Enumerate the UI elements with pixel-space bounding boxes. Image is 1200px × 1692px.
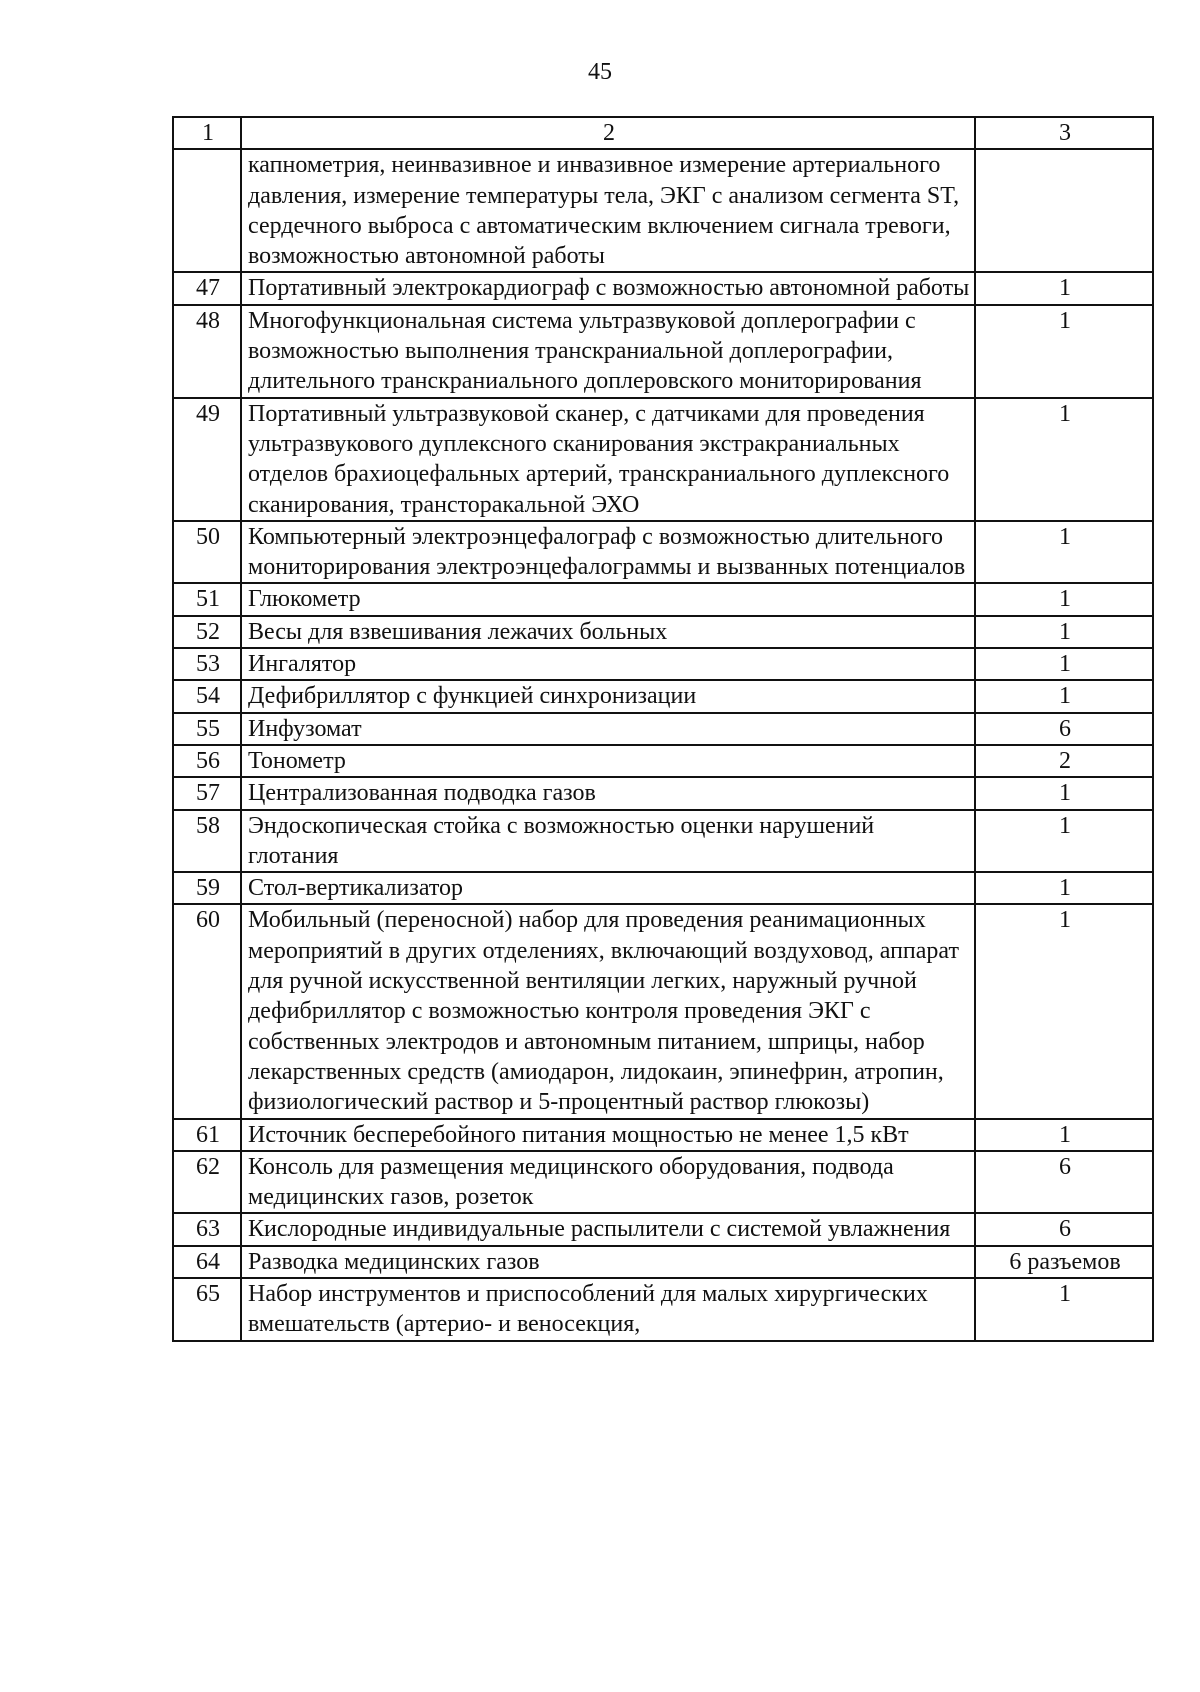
table-row <box>173 398 1153 521</box>
column-header-number: 1 <box>173 117 241 149</box>
equipment-quantity: 1 <box>975 872 1153 904</box>
equipment-quantity: 1 <box>975 305 1153 398</box>
equipment-quantity: 1 <box>975 616 1153 648</box>
table-row <box>173 777 1153 809</box>
row-number: 60 <box>173 904 241 1118</box>
equipment-name: Набор инструментов и приспособлений для малых хирургических вмешательств (артерио- и веносекция, <box>241 1278 975 1341</box>
equipment-quantity: 1 <box>975 1278 1153 1341</box>
table-row <box>173 1151 1153 1214</box>
table-row <box>173 1119 1153 1151</box>
equipment-quantity: 1 <box>975 810 1153 873</box>
row-number: 49 <box>173 398 241 521</box>
table-row <box>173 1246 1153 1278</box>
row-number: 48 <box>173 305 241 398</box>
table-row <box>173 583 1153 615</box>
table-header-row <box>173 117 1153 149</box>
equipment-quantity: 6 <box>975 713 1153 745</box>
table-row <box>173 149 1153 272</box>
row-number: 54 <box>173 680 241 712</box>
equipment-name: Многофункциональная система ультразвуковой доплерографии с возможностью выполнения транскраниальной доплерографии, длительного транскраниального доплеровского мониторирования <box>241 305 975 398</box>
equipment-name: Дефибриллятор с функцией синхронизации <box>241 680 975 712</box>
row-number: 55 <box>173 713 241 745</box>
table-row <box>173 810 1153 873</box>
equipment-name: Эндоскопическая стойка с возможностью оценки нарушений глотания <box>241 810 975 873</box>
table-row <box>173 680 1153 712</box>
table-row <box>173 1213 1153 1245</box>
table-row <box>173 904 1153 1118</box>
equipment-name: Ингалятор <box>241 648 975 680</box>
table-row <box>173 648 1153 680</box>
row-number: 52 <box>173 616 241 648</box>
equipment-name: Разводка медицинских газов <box>241 1246 975 1278</box>
equipment-quantity: 1 <box>975 904 1153 1118</box>
row-number: 47 <box>173 272 241 304</box>
equipment-quantity: 1 <box>975 680 1153 712</box>
equipment-name: Источник бесперебойного питания мощностью не менее 1,5 кВт <box>241 1119 975 1151</box>
equipment-name: Инфузомат <box>241 713 975 745</box>
equipment-name: Весы для взвешивания лежачих больных <box>241 616 975 648</box>
equipment-quantity: 1 <box>975 398 1153 521</box>
equipment-quantity <box>975 149 1153 272</box>
table-row <box>173 305 1153 398</box>
equipment-quantity: 6 <box>975 1213 1153 1245</box>
equipment-name: Тонометр <box>241 745 975 777</box>
equipment-quantity: 1 <box>975 272 1153 304</box>
equipment-name: Мобильный (переносной) набор для проведения реанимационных мероприятий в других отделениях, включающий воздуховод, аппарат для ручной искусственной вентиляции легких, наружный ручной дефибриллятор с возможностью контроля проведения ЭКГ с собственных электродов и автономным питанием, шприцы, набор лекарственных средств (амиодарон, лидокаин, эпинефрин, атропин, физиологический раствор и 5-процентный раствор глюкозы) <box>241 904 975 1118</box>
table-row <box>173 616 1153 648</box>
equipment-table <box>172 116 1154 1342</box>
column-header-name: 2 <box>241 117 975 149</box>
equipment-name: Централизованная подводка газов <box>241 777 975 809</box>
equipment-table-container <box>172 116 1152 1342</box>
equipment-quantity: 1 <box>975 777 1153 809</box>
row-number: 50 <box>173 521 241 584</box>
table-row <box>173 272 1153 304</box>
table-row <box>173 872 1153 904</box>
equipment-name: Кислородные индивидуальные распылители с системой увлажнения <box>241 1213 975 1245</box>
equipment-quantity: 1 <box>975 521 1153 584</box>
equipment-name: Стол-вертикализатор <box>241 872 975 904</box>
row-number: 53 <box>173 648 241 680</box>
equipment-quantity: 1 <box>975 648 1153 680</box>
table-row <box>173 745 1153 777</box>
equipment-quantity: 6 разъемов <box>975 1246 1153 1278</box>
row-number: 63 <box>173 1213 241 1245</box>
equipment-name: капнометрия, неинвазивное и инвазивное измерение артериального давления, измерение температуры тела, ЭКГ с анализом сегмента ST, сердечного выброса с автоматическим включением сигнала тревоги, возможностью автономной работы <box>241 149 975 272</box>
row-number: 57 <box>173 777 241 809</box>
row-number: 62 <box>173 1151 241 1214</box>
equipment-name: Глюкометр <box>241 583 975 615</box>
row-number: 61 <box>173 1119 241 1151</box>
row-number: 56 <box>173 745 241 777</box>
row-number <box>173 149 241 272</box>
equipment-quantity: 1 <box>975 583 1153 615</box>
equipment-quantity: 6 <box>975 1151 1153 1214</box>
row-number: 51 <box>173 583 241 615</box>
row-number: 58 <box>173 810 241 873</box>
equipment-name: Портативный электрокардиограф с возможностью автономной работы <box>241 272 975 304</box>
equipment-name: Консоль для размещения медицинского оборудования, подвода медицинских газов, розеток <box>241 1151 975 1214</box>
equipment-name: Портативный ультразвуковой сканер, с датчиками для проведения ультразвукового дуплексного сканирования экстракраниальных отделов брахиоцефальных артерий, транскраниального дуплексного сканирования, трансторакальной ЭХО <box>241 398 975 521</box>
equipment-quantity: 2 <box>975 745 1153 777</box>
table-body <box>173 117 1153 1341</box>
page-number: 45 <box>588 59 612 85</box>
column-header-quantity: 3 <box>975 117 1153 149</box>
row-number: 64 <box>173 1246 241 1278</box>
table-row <box>173 521 1153 584</box>
row-number: 59 <box>173 872 241 904</box>
row-number: 65 <box>173 1278 241 1341</box>
equipment-name: Компьютерный электроэнцефалограф с возможностью длительного мониторирования электроэнцефалограммы и вызванных потенциалов <box>241 521 975 584</box>
table-row <box>173 713 1153 745</box>
table-row <box>173 1278 1153 1341</box>
equipment-quantity: 1 <box>975 1119 1153 1151</box>
